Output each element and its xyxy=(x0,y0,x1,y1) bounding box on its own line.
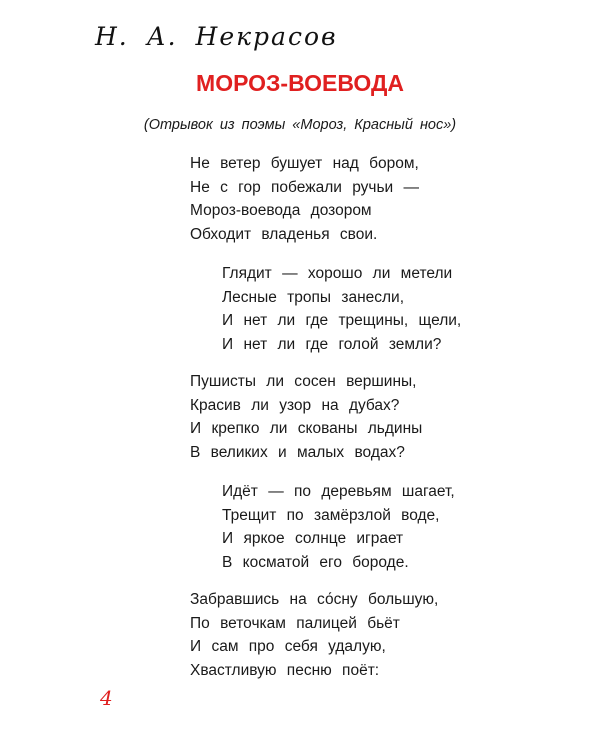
stanza-5 xyxy=(190,588,438,682)
poem-line: И яркое солнце играет xyxy=(222,530,404,548)
poem-line: Не ветер бушует над бором, xyxy=(190,155,419,172)
poem-line: Трещит по замёрзлой воде, xyxy=(222,506,440,524)
poem-title: МОРОЗ-ВОЕВОДА xyxy=(196,70,404,96)
poem-line: В великих и малых водах? xyxy=(190,443,405,461)
stanza-3 xyxy=(190,370,422,464)
author-name: Н. А. Некрасов xyxy=(95,22,338,51)
poem-line: Не с гор побежали ручьи — xyxy=(190,178,420,196)
poem-line: Обходит владенья свои. xyxy=(190,225,378,243)
poem-line: Забравшись на со́сну большую, xyxy=(190,591,439,608)
poem-line: Лесные тропы занесли, xyxy=(222,288,405,306)
poem-line: По веточкам палицей бьёт xyxy=(190,614,400,632)
poem-line: Пушисты ли сосен вершины, xyxy=(190,373,417,390)
poem-line: Идёт — по деревьям шагает, xyxy=(222,483,455,500)
poem-line: Хвастливую песню поёт: xyxy=(190,661,380,679)
poem-line: И крепко ли скованы льдины xyxy=(190,420,423,438)
poem-line: Красив ли узор на дубах? xyxy=(190,396,400,414)
stanza-2 xyxy=(222,262,461,356)
poem-line: В косматой его бороде. xyxy=(222,553,409,571)
poem-line: И нет ли где трещины, щели, xyxy=(222,312,462,330)
poem-line: Глядит — хорошо ли метели xyxy=(222,265,453,282)
page-number: 4 xyxy=(100,686,113,710)
poem-subtitle: (Отрывок из поэмы «Мороз, Красный нос») xyxy=(143,117,457,133)
stanza-4 xyxy=(222,480,455,574)
poem-line: Мороз-воевода дозором xyxy=(190,202,372,220)
poem-line: И нет ли где голой земли? xyxy=(222,335,442,353)
poem-line: И сам про себя удалую, xyxy=(190,638,386,656)
stanza-1 xyxy=(190,152,419,246)
